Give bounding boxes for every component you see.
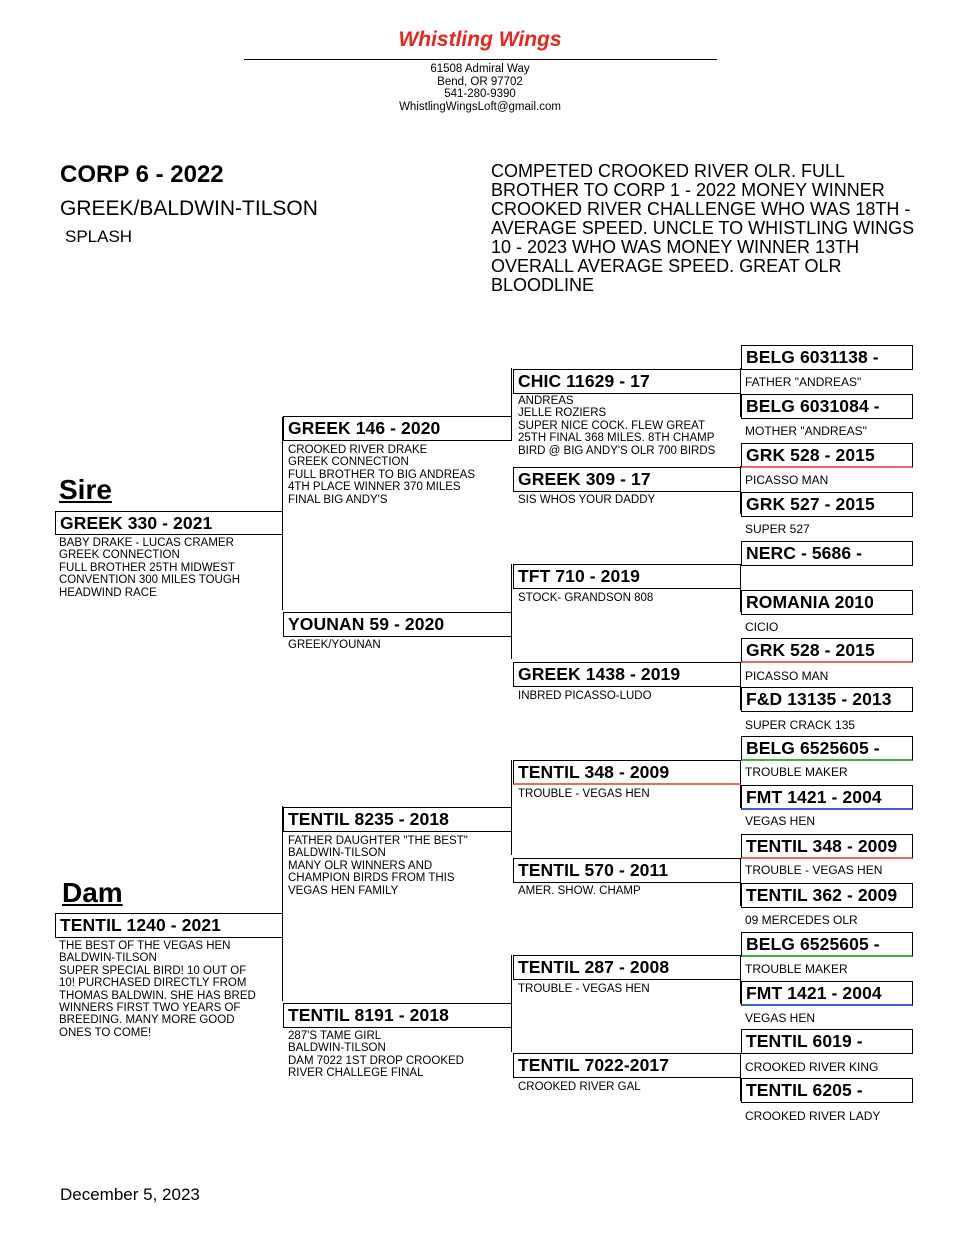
dam-label: Dam — [62, 877, 123, 908]
gen4-box[interactable] — [741, 492, 913, 517]
sire-band: GREEK 330 - 2021 — [60, 513, 213, 533]
gen3-info — [518, 690, 652, 702]
gen3-box[interactable] — [513, 467, 741, 492]
gen2-band: YOUNAN 59 - 2020 — [288, 614, 445, 634]
dam-info-line: 10! PURCHASED DIRECTLY FROM — [59, 977, 247, 990]
gen3-band: TENTIL 287 - 2008 — [518, 957, 670, 977]
gen4-info: VEGAS HEN — [745, 814, 816, 828]
gen2-info-line: RIVER CHALLEGE FINAL — [288, 1067, 424, 1080]
gen2-box[interactable] — [283, 612, 512, 637]
gen4-box[interactable] — [741, 981, 913, 1006]
gen2-info-line: FINAL BIG ANDY'S — [288, 493, 388, 506]
gen4-band: ROMANIA 2010 — [746, 592, 874, 612]
loft-address: 61508 Admiral Way — [430, 63, 530, 75]
gen4-band: BELG 6525605 - — [746, 738, 880, 758]
sire-label: Sire — [59, 474, 112, 505]
gen2-info-line: MANY OLR WINNERS AND — [288, 859, 433, 872]
dam-band: TENTIL 1240 - 2021 — [60, 915, 222, 935]
gen3-info — [518, 885, 641, 897]
gen4-band: TENTIL 6205 - — [746, 1080, 863, 1100]
gen4-box[interactable] — [741, 590, 913, 615]
gen2-info-line: FATHER DAUGHTER "THE BEST" — [288, 835, 468, 847]
gen4-info: PICASSO MAN — [745, 473, 829, 487]
gen4-box[interactable] — [741, 932, 913, 957]
gen4-info: CROOKED RIVER LADY — [745, 1109, 881, 1123]
gen3-box[interactable] — [513, 564, 741, 589]
gen4-info: PICASSO MAN — [745, 669, 829, 683]
bird-strain: GREEK/BALDWIN-TILSON — [60, 197, 318, 220]
bird-band: CORP 6 - 2022 — [60, 161, 224, 188]
gen4-info: FATHER "ANDREAS" — [745, 375, 862, 389]
sire-info-line: FULL BROTHER 25TH MIDWEST — [59, 561, 235, 574]
gen2-info-line: 287'S TAME GIRL — [288, 1030, 382, 1042]
gen3-info-line: TROUBLE - VEGAS HEN — [518, 983, 650, 995]
gen3-band: TFT 710 - 2019 — [518, 566, 641, 586]
loft-city: Bend, OR 97702 — [437, 76, 523, 88]
sire-info — [59, 537, 240, 599]
gen4-band: TENTIL 6019 - — [746, 1031, 863, 1051]
dam-info-line: SUPER SPECIAL BIRD! 10 OUT OF — [59, 964, 247, 977]
gen3-info-line: 25TH FINAL 368 MILES. 8TH CHAMP — [518, 432, 715, 445]
sire-info-line: CONVENTION 300 MILES TOUGH — [59, 574, 241, 587]
gen3-info — [518, 395, 715, 457]
loft-phone: 541-280-9390 — [444, 88, 516, 100]
gen3-info-line: TROUBLE - VEGAS HEN — [518, 788, 650, 800]
gen2-info-line: FULL BROTHER TO BIG ANDREAS — [288, 468, 476, 481]
dam-info-line: WINNERS FIRST TWO YEARS OF — [59, 1002, 241, 1015]
gen3-info — [518, 1081, 641, 1093]
gen4-info: SUPER 527 — [745, 522, 810, 536]
gen3-box[interactable] — [513, 955, 741, 980]
header-divider — [244, 59, 717, 60]
gen3-info-line: STOCK- GRANDSON 808 — [518, 592, 654, 604]
gen4-info: CICIO — [745, 620, 779, 634]
gen4-info: VEGAS HEN — [745, 1011, 816, 1025]
sire-info-line: GREEK CONNECTION — [59, 549, 180, 562]
gen4-band: NERC - 5686 - — [746, 543, 863, 563]
gen2-band: TENTIL 8235 - 2018 — [288, 809, 450, 829]
gen3-info-line: JELLE ROZIERS — [518, 407, 607, 420]
gen2-info — [288, 444, 475, 506]
gen2-info-line: BALDWIN-TILSON — [288, 847, 386, 860]
dam-info-line: THOMAS BALDWIN. SHE HAS BRED — [59, 989, 256, 1002]
gen4-band: F&D 13135 - 2013 — [746, 689, 892, 709]
gen4-box[interactable] — [741, 541, 913, 566]
sire-info-line: BABY DRAKE - LUCAS CRAMER — [59, 537, 234, 549]
gen4-band: TENTIL 348 - 2009 — [746, 836, 898, 856]
bird-description: COMPETED CROOKED RIVER OLR. FULL BROTHER TO CORP 1 - 2022 MONEY WINNER CROOKED RIVER CHALLENGE WHO WAS 18TH - AVERAGE SPEED. UNCLE TO WHISTLING WINGS 10 - 2023 WHO WAS MONEY WINNER 13TH OVERALL AVERAGE SPEED. GREAT OLR BLOODLINE — [491, 161, 915, 295]
gen2-info-line: BALDWIN-TILSON — [288, 1042, 386, 1055]
gen4-info: TROUBLE - VEGAS HEN — [745, 863, 883, 877]
gen3-band: GREEK 1438 - 2019 — [518, 664, 681, 684]
sire-box[interactable] — [55, 511, 283, 535]
gen2-band: GREEK 146 - 2020 — [288, 418, 441, 438]
dam-info-line: BREEDING. MANY MORE GOOD — [59, 1014, 235, 1027]
gen4-box[interactable] — [741, 1029, 913, 1054]
loft-name: Whistling Wings — [398, 28, 562, 51]
dam-info-line: BALDWIN-TILSON — [59, 952, 157, 965]
bird-color: SPLASH — [65, 227, 133, 246]
gen4-band: FMT 1421 - 2004 — [746, 787, 882, 807]
gen2-info — [288, 835, 468, 897]
gen4-band: GRK 528 - 2015 — [746, 445, 875, 465]
gen4-band: GRK 527 - 2015 — [746, 494, 875, 514]
gen4-box[interactable] — [741, 883, 913, 908]
gen4-box[interactable] — [741, 394, 913, 419]
gen4-info: SUPER CRACK 135 — [745, 718, 856, 732]
gen3-band: CHIC 11629 - 17 — [518, 371, 650, 391]
gen3-box[interactable] — [513, 662, 741, 687]
gen2-info-line: GREEK/YOUNAN — [288, 639, 381, 651]
gen3-info-line: ANDREAS — [518, 395, 574, 407]
gen3-info-line: SIS WHOS YOUR DADDY — [518, 494, 656, 506]
gen4-box[interactable] — [741, 736, 913, 761]
gen3-info — [518, 494, 655, 506]
gen4-info: TROUBLE MAKER — [745, 962, 848, 976]
gen4-band: BELG 6031138 - — [746, 347, 879, 367]
gen3-info-line: BIRD @ BIG ANDY'S OLR 700 BIRDS — [518, 444, 716, 457]
gen4-info: MOTHER "ANDREAS" — [745, 424, 867, 438]
connector-dam — [282, 806, 283, 1001]
gen3-box[interactable] — [513, 760, 741, 785]
gen3-box[interactable] — [513, 369, 741, 394]
sire-info-line: HEADWIND RACE — [59, 586, 157, 599]
gen2-info-line: CROOKED RIVER DRAKE — [288, 444, 428, 456]
gen4-info: TROUBLE MAKER — [745, 765, 848, 779]
gen3-band: GREEK 309 - 17 — [518, 469, 651, 489]
gen4-band: TENTIL 362 - 2009 — [746, 885, 898, 905]
gen3-info-line: SUPER NICE COCK. FLEW GREAT — [518, 419, 706, 432]
gen4-box[interactable] — [741, 443, 913, 468]
loft-email: WhistlingWingsLoft@gmail.com — [399, 101, 561, 113]
gen4-band: BELG 6031084 - — [746, 396, 880, 416]
gen3-info-line: CROOKED RIVER GAL — [518, 1081, 641, 1093]
gen2-box[interactable] — [283, 807, 512, 832]
gen2-band: TENTIL 8191 - 2018 — [288, 1005, 450, 1025]
dam-info-line: ONES TO COME! — [59, 1026, 152, 1039]
gen4-band: BELG 6525605 - — [746, 934, 880, 954]
gen2-info-line: 4TH PLACE WINNER 370 MILES — [288, 481, 461, 494]
gen4-info: 09 MERCEDES OLR — [745, 913, 858, 927]
gen3-info-line: INBRED PICASSO-LUDO — [518, 690, 652, 702]
gen3-band: TENTIL 570 - 2011 — [518, 860, 669, 880]
gen3-info — [518, 788, 650, 800]
gen4-box[interactable] — [741, 638, 913, 663]
gen2-info-line: GREEK CONNECTION — [288, 456, 409, 469]
gen4-band: GRK 528 - 2015 — [746, 640, 875, 660]
gen4-box[interactable] — [741, 345, 913, 370]
gen2-info-line: VEGAS HEN FAMILY — [288, 884, 399, 897]
dam-info — [59, 940, 256, 1039]
gen2-info-line: CHAMPION BIRDS FROM THIS — [288, 872, 455, 885]
gen2-info — [288, 639, 381, 651]
gen4-band: FMT 1421 - 2004 — [746, 983, 882, 1003]
gen3-band: TENTIL 348 - 2009 — [518, 762, 670, 782]
gen3-box[interactable] — [513, 858, 741, 883]
dam-info-line: THE BEST OF THE VEGAS HEN — [59, 940, 231, 952]
gen4-box[interactable] — [741, 1078, 913, 1103]
print-date: December 5, 2023 — [60, 1185, 200, 1204]
dam-box[interactable] — [55, 913, 283, 938]
gen4-box[interactable] — [741, 785, 913, 810]
gen3-box[interactable] — [513, 1053, 741, 1078]
gen2-box[interactable] — [283, 1003, 512, 1028]
gen2-info — [288, 1030, 464, 1080]
gen4-box[interactable] — [741, 687, 913, 712]
gen4-box[interactable] — [741, 834, 913, 859]
gen2-box[interactable] — [283, 416, 512, 441]
gen3-info-line: AMER. SHOW. CHAMP — [518, 885, 641, 897]
gen3-info — [518, 592, 653, 604]
gen4-info: CROOKED RIVER KING — [745, 1060, 879, 1074]
gen3-info — [518, 983, 650, 995]
gen3-band: TENTIL 7022-2017 — [518, 1055, 670, 1075]
gen2-info-line: DAM 7022 1ST DROP CROOKED — [288, 1054, 464, 1067]
